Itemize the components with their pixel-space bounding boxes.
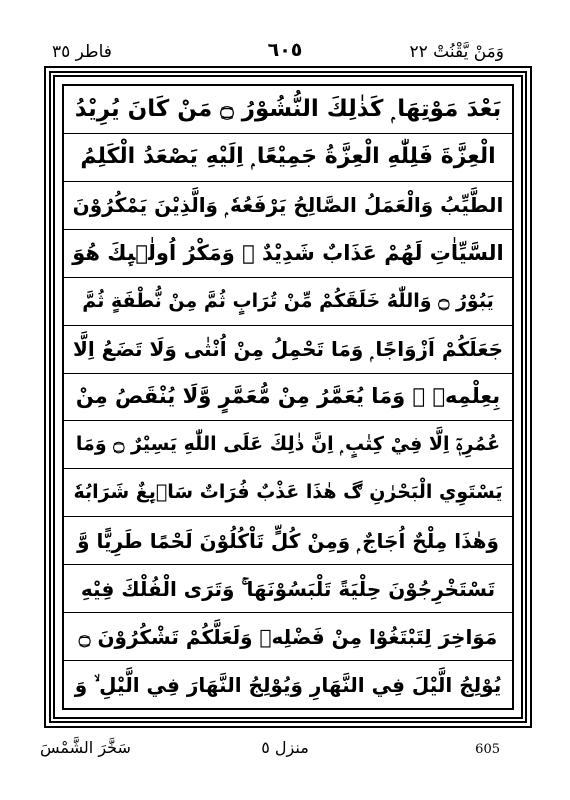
- verse-line-text: عُمُرِهٖٓ اِلَّا فِيْ كِتٰبٍ ۭ اِنَّ ذٰلِكَ عَلَى اللّٰهِ يَسِيْرٌ ۝ وَمَا: [75, 433, 501, 456]
- verse-line: [64, 565, 512, 613]
- verse-line-text: يَبُوْرُ ۝ وَاللّٰهُ خَلَقَكُمْ مِّنْ تُرَابٍ ثُمَّ مِنْ نُّطْفَةٍ ثُمَّ: [82, 289, 494, 312]
- verse-line-text: تَسْتَخْرِجُوْنَ حِلْيَةً تَلْبَسُوْنَهَا ۚ وَتَرَى الْفُلْكَ فِيْهِ: [80, 576, 496, 601]
- verse-line-text: السَّيِّاٰتِ لَهُمْ عَذَابٌ شَدِيْدٌ ۭ وَمَكْرُ اُولٰۗىِٕكَ هُوَ: [72, 240, 504, 265]
- verse-line: [64, 86, 512, 134]
- verse-line-text: بَعْدَ مَوْتِهَا ۭ كَذٰلِكَ النُّشُوْرُ ۝ مَنْ كَانَ يُرِيْدُ: [74, 95, 502, 122]
- catchword: سَخَّرَ الشَّمْسَ: [40, 738, 131, 757]
- verse-line: [64, 230, 512, 278]
- verse-line: [64, 326, 512, 374]
- page-number: 605: [475, 742, 500, 757]
- manzil-label: منزل ٥: [261, 738, 309, 757]
- verse-line: [64, 517, 512, 565]
- verse-lines: [64, 86, 512, 708]
- verse-line-text: يَسْتَوِي الْبَحْرٰنِ ڰ هٰذَا عَذْبٌ فُرَاتٌ سَاۗىِٕغٌ شَرَابُهٗ: [73, 481, 503, 504]
- surah-name: فاطر ٣٥: [52, 42, 112, 62]
- verse-line: [64, 613, 512, 661]
- verse-line-text: الْعِزَّةَ فَلِلّٰهِ الْعِزَّةُ جَمِيْعًا ۭ اِلَيْهِ يَصْعَدُ الْكَلِمُ: [80, 144, 496, 170]
- page-number-arabic: ٦٠٥: [267, 39, 303, 61]
- verse-line-text: يُوْلِجُ الَّيْلَ فِي النَّهَارِ وَيُوْلِجُ النَّهَارَ فِي الَّيْلِ ۙ وَ: [74, 672, 502, 697]
- verse-line-text: مَوَاخِرَ لِتَبْتَغُوْا مِنْ فَضْلِهٖ وَلَعَلَّكُمْ تَشْكُرُوْنَ ۝: [78, 624, 498, 649]
- verse-line-text: بِعِلْمِهٖ ۭ وَمَا يُعَمَّرُ مِنْ مُّعَمَّرٍ وَّلَا يُنْقَصُ مِنْ: [75, 384, 501, 409]
- verse-line: [64, 469, 512, 517]
- verse-line: [64, 278, 512, 326]
- verse-line-text: جَعَلَكُمْ اَزْوَاجًا ۭ وَمَا تَحْمِلُ مِنْ اُنْثٰى وَلَا تَضَعُ اِلَّا: [72, 337, 504, 362]
- verse-line-text: الطَّيِّبُ وَالْعَمَلُ الصَّالِحُ يَرْفَعُهٗ ۭ وَالَّذِيْنَ يَمْكُرُوْنَ: [72, 193, 504, 218]
- verse-line: [64, 661, 512, 708]
- verse-line-text: وَهٰذَا مِلْحٌ اُجَاجٌ ۭ وَمِنْ كُلٍّ تَاْكُلُوْنَ لَحْمًا طَرِيًّا وَّ: [77, 528, 499, 553]
- verse-line: [64, 182, 512, 230]
- juz-name: وَمَنْ يَّقْنُتْ ٢٢: [409, 42, 504, 62]
- verse-line: [64, 134, 512, 182]
- verse-line: [64, 374, 512, 422]
- verse-line: [64, 421, 512, 469]
